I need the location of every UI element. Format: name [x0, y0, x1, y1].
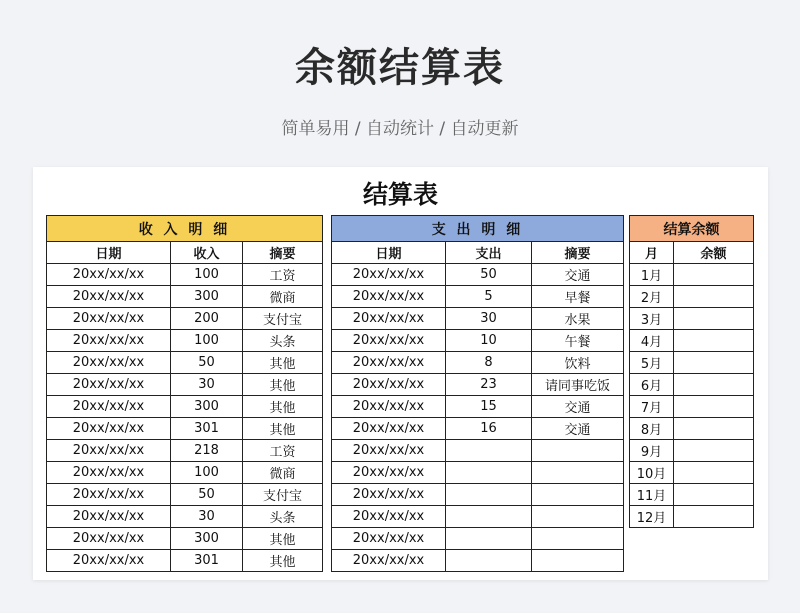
- income-table-row: [47, 330, 323, 352]
- income-cell[interactable]: 20xx/xx/xx: [47, 352, 171, 374]
- income-cell[interactable]: 头条: [243, 506, 323, 528]
- expense-col-amount: 支出: [446, 242, 532, 264]
- expense-table: [331, 215, 624, 572]
- income-cell[interactable]: 其他: [243, 374, 323, 396]
- income-cell[interactable]: 20xx/xx/xx: [47, 440, 171, 462]
- income-cell[interactable]: 20xx/xx/xx: [47, 308, 171, 330]
- expense-cell[interactable]: 20xx/xx/xx: [332, 506, 446, 528]
- income-cell[interactable]: 支付宝: [243, 308, 323, 330]
- expense-cell[interactable]: [532, 550, 624, 572]
- income-cell[interactable]: 218: [171, 440, 243, 462]
- expense-cell[interactable]: 20xx/xx/xx: [332, 374, 446, 396]
- balance-table-row: [630, 352, 754, 374]
- balance-table-row: [630, 440, 754, 462]
- income-cell[interactable]: 30: [171, 506, 243, 528]
- expense-table-row: [332, 374, 624, 396]
- expense-cell[interactable]: 交通: [532, 418, 624, 440]
- expense-cell[interactable]: 请同事吃饭: [532, 374, 624, 396]
- expense-cell[interactable]: 16: [446, 418, 532, 440]
- balance-table-row: [630, 506, 754, 528]
- income-cell[interactable]: 20xx/xx/xx: [47, 264, 171, 286]
- income-col-amount: 收入: [171, 242, 243, 264]
- balance-cell[interactable]: 9月: [630, 440, 674, 462]
- page-title: 余额结算表: [295, 45, 505, 91]
- expense-table-row: [332, 528, 624, 550]
- balance-cell[interactable]: 10月: [630, 462, 674, 484]
- expense-table-row: [332, 418, 624, 440]
- expense-cell[interactable]: 20xx/xx/xx: [332, 484, 446, 506]
- income-cell[interactable]: 微商: [243, 462, 323, 484]
- expense-table-row: [332, 352, 624, 374]
- expense-cell[interactable]: 20xx/xx/xx: [332, 528, 446, 550]
- income-table-row: [47, 286, 323, 308]
- income-col-note: 摘要: [243, 242, 323, 264]
- balance-table-row: [630, 286, 754, 308]
- expense-cell[interactable]: 20xx/xx/xx: [332, 440, 446, 462]
- balance-table-title: 结算余额: [630, 216, 754, 242]
- income-table-title: 收 入 明 细: [47, 216, 323, 242]
- balance-cell[interactable]: [674, 418, 754, 440]
- spreadsheet-card: [33, 167, 768, 580]
- balance-table-row: [630, 330, 754, 352]
- expense-cell[interactable]: [446, 440, 532, 462]
- balance-cell[interactable]: 7月: [630, 396, 674, 418]
- income-cell[interactable]: 20xx/xx/xx: [47, 506, 171, 528]
- income-col-date: 日期: [47, 242, 171, 264]
- expense-cell[interactable]: 20xx/xx/xx: [332, 330, 446, 352]
- expense-table-row: [332, 308, 624, 330]
- expense-cell[interactable]: [532, 440, 624, 462]
- expense-table-row: [332, 550, 624, 572]
- income-table-row: [47, 418, 323, 440]
- expense-cell[interactable]: 交通: [532, 264, 624, 286]
- income-cell[interactable]: 其他: [243, 396, 323, 418]
- balance-cell[interactable]: [674, 286, 754, 308]
- income-table-row: [47, 550, 323, 572]
- balance-cell[interactable]: [674, 506, 754, 528]
- expense-table-row: [332, 330, 624, 352]
- expense-cell[interactable]: 23: [446, 374, 532, 396]
- expense-table-row: [332, 484, 624, 506]
- income-table-row: [47, 396, 323, 418]
- income-table-row: [47, 528, 323, 550]
- balance-cell[interactable]: [674, 352, 754, 374]
- balance-cell[interactable]: 12月: [630, 506, 674, 528]
- expense-cell[interactable]: 8: [446, 352, 532, 374]
- expense-table-row: [332, 396, 624, 418]
- income-table-row: [47, 462, 323, 484]
- balance-cell[interactable]: [674, 440, 754, 462]
- expense-cell[interactable]: [446, 462, 532, 484]
- balance-cell[interactable]: [674, 330, 754, 352]
- balance-table: [629, 215, 754, 528]
- balance-cell[interactable]: [674, 374, 754, 396]
- income-cell[interactable]: 100: [171, 462, 243, 484]
- expense-cell[interactable]: 20xx/xx/xx: [332, 550, 446, 572]
- balance-table-row: [630, 264, 754, 286]
- balance-cell[interactable]: 3月: [630, 308, 674, 330]
- expense-cell[interactable]: 20xx/xx/xx: [332, 286, 446, 308]
- income-cell[interactable]: 20xx/xx/xx: [47, 550, 171, 572]
- income-table-row: [47, 264, 323, 286]
- income-cell[interactable]: 20xx/xx/xx: [47, 330, 171, 352]
- income-table-row: [47, 484, 323, 506]
- balance-table-row: [630, 418, 754, 440]
- income-cell[interactable]: 其他: [243, 418, 323, 440]
- balance-cell[interactable]: 8月: [630, 418, 674, 440]
- expense-cell[interactable]: 20xx/xx/xx: [332, 418, 446, 440]
- balance-col-amount: 余额: [674, 242, 754, 264]
- expense-col-date: 日期: [332, 242, 446, 264]
- expense-cell[interactable]: [532, 462, 624, 484]
- expense-cell[interactable]: 饮料: [532, 352, 624, 374]
- income-cell[interactable]: 20xx/xx/xx: [47, 484, 171, 506]
- income-table-row: [47, 308, 323, 330]
- income-table-row: [47, 374, 323, 396]
- expense-cell[interactable]: 交通: [532, 396, 624, 418]
- income-cell[interactable]: 300: [171, 528, 243, 550]
- income-cell[interactable]: 200: [171, 308, 243, 330]
- sheet-title: 结算表: [362, 180, 438, 209]
- income-table-row: [47, 506, 323, 528]
- income-cell[interactable]: 20xx/xx/xx: [47, 528, 171, 550]
- balance-table-row: [630, 462, 754, 484]
- balance-cell[interactable]: [674, 308, 754, 330]
- income-cell[interactable]: 20xx/xx/xx: [47, 374, 171, 396]
- expense-cell[interactable]: [446, 484, 532, 506]
- income-cell[interactable]: 300: [171, 286, 243, 308]
- balance-cell[interactable]: 5月: [630, 352, 674, 374]
- income-cell[interactable]: 其他: [243, 352, 323, 374]
- expense-table-row: [332, 506, 624, 528]
- expense-cell[interactable]: 20xx/xx/xx: [332, 462, 446, 484]
- expense-cell[interactable]: [532, 506, 624, 528]
- expense-cell[interactable]: 30: [446, 308, 532, 330]
- expense-table-row: [332, 264, 624, 286]
- balance-cell[interactable]: 1月: [630, 264, 674, 286]
- income-cell[interactable]: 其他: [243, 528, 323, 550]
- balance-table-row: [630, 374, 754, 396]
- expense-table-row: [332, 440, 624, 462]
- income-cell[interactable]: 20xx/xx/xx: [47, 396, 171, 418]
- income-cell[interactable]: 工资: [243, 440, 323, 462]
- expense-cell[interactable]: 早餐: [532, 286, 624, 308]
- income-cell[interactable]: 支付宝: [243, 484, 323, 506]
- balance-table-row: [630, 484, 754, 506]
- income-cell[interactable]: 头条: [243, 330, 323, 352]
- income-cell[interactable]: 50: [171, 484, 243, 506]
- balance-table-row: [630, 396, 754, 418]
- balance-cell[interactable]: [674, 484, 754, 506]
- expense-cell[interactable]: [532, 528, 624, 550]
- expense-cell[interactable]: [532, 484, 624, 506]
- expense-cell[interactable]: 20xx/xx/xx: [332, 352, 446, 374]
- expense-cell[interactable]: [446, 528, 532, 550]
- balance-cell[interactable]: [674, 396, 754, 418]
- expense-cell[interactable]: 5: [446, 286, 532, 308]
- expense-table-row: [332, 286, 624, 308]
- income-table-row: [47, 440, 323, 462]
- balance-cell[interactable]: 6月: [630, 374, 674, 396]
- income-cell[interactable]: 301: [171, 550, 243, 572]
- balance-cell[interactable]: 2月: [630, 286, 674, 308]
- expense-cell[interactable]: 午餐: [532, 330, 624, 352]
- expense-cell[interactable]: 15: [446, 396, 532, 418]
- income-cell[interactable]: 工资: [243, 264, 323, 286]
- expense-cell[interactable]: 水果: [532, 308, 624, 330]
- income-cell[interactable]: 100: [171, 330, 243, 352]
- income-cell[interactable]: 50: [171, 352, 243, 374]
- income-cell[interactable]: 20xx/xx/xx: [47, 418, 171, 440]
- income-table-row: [47, 352, 323, 374]
- expense-cell[interactable]: [446, 506, 532, 528]
- expense-cell[interactable]: 20xx/xx/xx: [332, 396, 446, 418]
- expense-col-note: 摘要: [532, 242, 624, 264]
- expense-cell[interactable]: [446, 550, 532, 572]
- income-cell[interactable]: 20xx/xx/xx: [47, 286, 171, 308]
- balance-cell[interactable]: 4月: [630, 330, 674, 352]
- income-cell[interactable]: 300: [171, 396, 243, 418]
- balance-col-month: 月: [630, 242, 674, 264]
- income-cell[interactable]: 其他: [243, 550, 323, 572]
- income-cell[interactable]: 301: [171, 418, 243, 440]
- expense-table-title: 支 出 明 细: [332, 216, 624, 242]
- balance-cell[interactable]: [674, 462, 754, 484]
- income-table: [46, 215, 323, 572]
- balance-cell[interactable]: 11月: [630, 484, 674, 506]
- income-cell[interactable]: 微商: [243, 286, 323, 308]
- page-subtitle: 简单易用 / 自动统计 / 自动更新: [281, 119, 519, 139]
- expense-cell[interactable]: 20xx/xx/xx: [332, 308, 446, 330]
- expense-cell[interactable]: 10: [446, 330, 532, 352]
- income-cell[interactable]: 30: [171, 374, 243, 396]
- expense-cell[interactable]: 50: [446, 264, 532, 286]
- balance-cell[interactable]: [674, 264, 754, 286]
- income-cell[interactable]: 100: [171, 264, 243, 286]
- income-cell[interactable]: 20xx/xx/xx: [47, 462, 171, 484]
- balance-table-row: [630, 308, 754, 330]
- expense-cell[interactable]: 20xx/xx/xx: [332, 264, 446, 286]
- expense-table-row: [332, 462, 624, 484]
